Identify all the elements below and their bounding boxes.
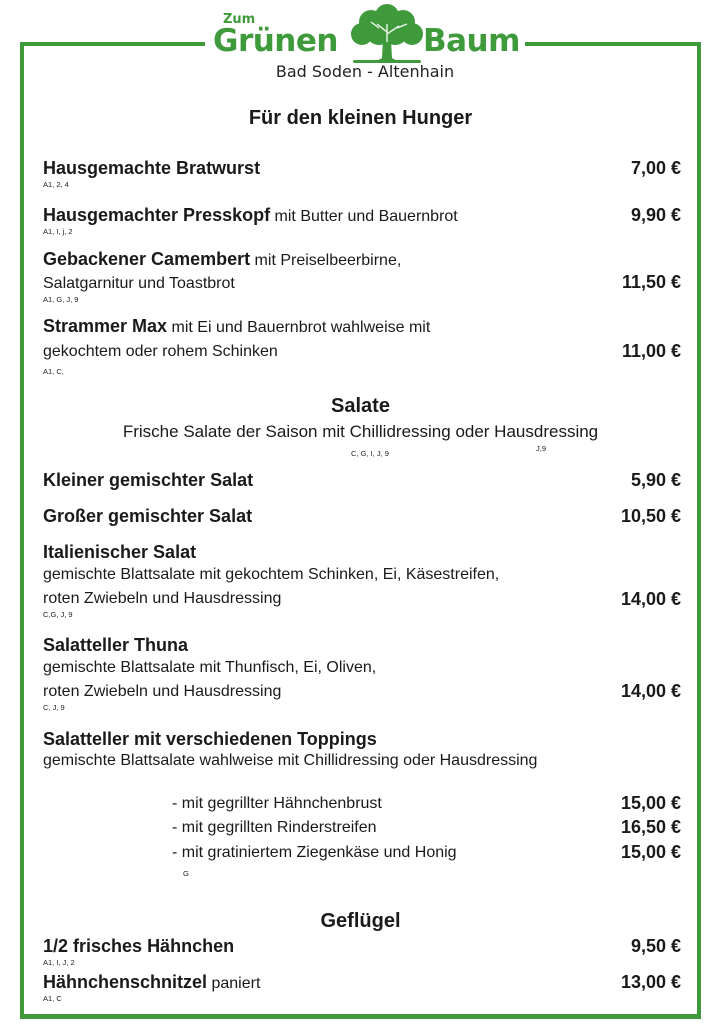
item-description: mit Butter und Bauernbrot xyxy=(270,208,458,225)
item-name: Italienischer Salat xyxy=(43,542,197,562)
topping-option: - mit gegrillter Hähnchenbrust xyxy=(172,795,382,812)
allergen-codes: C, G, I, J, 9 xyxy=(351,449,389,458)
logo-zum-text: Zum xyxy=(223,12,256,27)
menu-border-frame xyxy=(20,42,701,1019)
logo-name-left: Grünen xyxy=(213,23,338,59)
item-description: gemischte Blattsalate mit Thunfisch, Ei, Oliven, xyxy=(43,659,377,676)
topping-price: 16,50 € xyxy=(620,817,681,837)
item-price: 11,50 € xyxy=(621,272,681,292)
item-price: 9,90 € xyxy=(630,205,681,225)
menu-item-camembert xyxy=(43,249,401,270)
restaurant-logo xyxy=(205,0,525,86)
allergen-codes: A1, G, J, 9 xyxy=(43,295,79,304)
allergen-codes: A1, 2, 4 xyxy=(43,180,69,189)
item-description: gemischte Blattsalate mit gekochtem Schinken, Ei, Käsestreifen, xyxy=(43,566,500,583)
item-name: Gebackener Camembert xyxy=(43,249,251,269)
item-name: Hausgemachter Presskopf xyxy=(43,205,271,225)
item-name: Hausgemachte Bratwurst xyxy=(43,158,261,178)
menu-item-italienischer-salat xyxy=(43,542,196,563)
menu-item-bratwurst xyxy=(43,158,260,179)
logo-name-right: Baum xyxy=(423,23,520,59)
allergen-codes: C, J, 9 xyxy=(43,703,65,712)
item-description-line2: roten Zwiebeln und Hausdressing xyxy=(43,683,282,700)
item-description-line2: Salatgarnitur und Toastbrot xyxy=(43,275,235,292)
allergen-codes: G xyxy=(183,869,189,878)
section-title-gefluegel: Geflügel xyxy=(320,910,401,932)
item-price: 14,00 € xyxy=(620,589,681,609)
topping-option: - mit gegrillten Rinderstreifen xyxy=(172,819,377,836)
allergen-codes: A1, C xyxy=(43,994,62,1003)
item-price: 11,00 € xyxy=(621,341,681,361)
section-subtitle-salate: Frische Salate der Saison mit Chillidressing oder Hausdressing xyxy=(122,422,599,441)
item-description-line2: roten Zwiebeln und Hausdressing xyxy=(43,590,282,607)
item-name: 1/2 frisches Hähnchen xyxy=(43,936,235,956)
item-price: 13,00 € xyxy=(620,972,681,992)
item-description: gemischte Blattsalate wahlweise mit Chillidressing oder Hausdressing xyxy=(43,752,538,769)
allergen-codes: A1, C, xyxy=(43,367,64,376)
item-name: Salatteller mit verschiedenen Toppings xyxy=(43,729,377,749)
item-price: 10,50 € xyxy=(620,506,681,526)
allergen-codes: A1, I, J, 2 xyxy=(43,958,75,967)
logo-location: Bad Soden - Altenhain xyxy=(275,62,455,81)
item-price: 5,90 € xyxy=(630,470,681,490)
item-name: Salatteller Thuna xyxy=(43,635,189,655)
item-description-line2: gekochtem oder rohem Schinken xyxy=(43,343,278,360)
item-name: Strammer Max xyxy=(43,316,168,336)
section-title-hunger: Für den kleinen Hunger xyxy=(248,107,473,129)
item-description: paniert xyxy=(207,975,261,992)
item-name: Kleiner gemischter Salat xyxy=(43,470,254,490)
allergen-codes: C,G, J, 9 xyxy=(43,610,73,619)
item-price: 14,00 € xyxy=(620,681,681,701)
menu-item-grosser-salat xyxy=(43,506,252,527)
menu-item-kleiner-salat xyxy=(43,470,253,491)
menu-item-presskopf xyxy=(43,205,458,226)
menu-item-salatteller-toppings xyxy=(43,729,377,750)
topping-price: 15,00 € xyxy=(620,793,681,813)
menu-item-strammer-max xyxy=(43,316,430,337)
menu-item-salatteller-thuna xyxy=(43,635,188,656)
tree-icon xyxy=(349,2,425,64)
menu-item-haehnchen xyxy=(43,936,234,957)
item-description: mit Preiselbeerbirne, xyxy=(250,252,402,269)
item-name: Hähnchenschnitzel xyxy=(43,972,208,992)
allergen-codes: J,9 xyxy=(536,444,547,453)
menu-item-haehnchenschnitzel xyxy=(43,972,260,993)
topping-option: - mit gratiniertem Ziegenkäse und Honig xyxy=(172,844,457,861)
item-name: Großer gemischter Salat xyxy=(43,506,253,526)
topping-price: 15,00 € xyxy=(620,842,681,862)
allergen-codes: A1, I, j, 2 xyxy=(43,227,73,236)
item-price: 7,00 € xyxy=(630,158,681,178)
item-price: 9,50 € xyxy=(630,936,681,956)
item-description: mit Ei und Bauernbrot wahlweise mit xyxy=(167,319,431,336)
section-title-salate: Salate xyxy=(331,395,390,417)
